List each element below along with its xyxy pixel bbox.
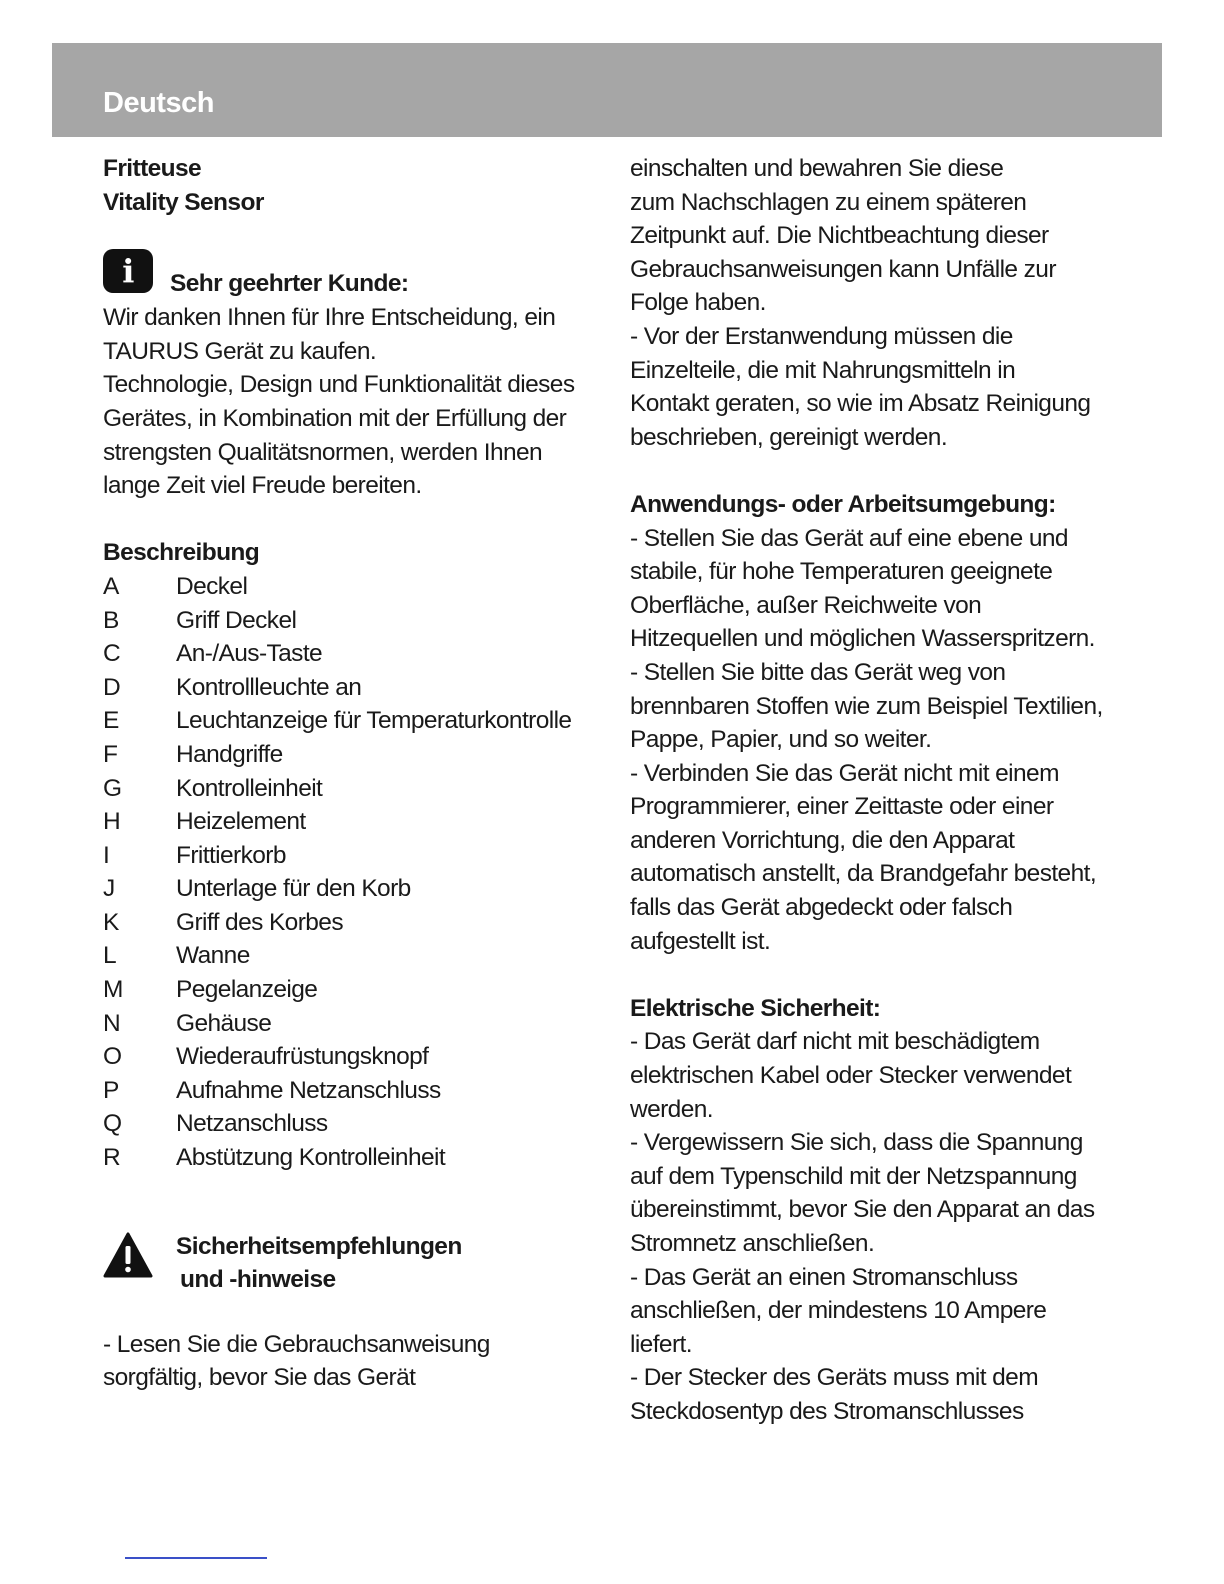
text-line: - Der Stecker des Geräts muss mit dem bbox=[630, 1364, 1039, 1392]
description-item: L Wanne bbox=[103, 942, 250, 970]
footer-rule bbox=[125, 1557, 267, 1559]
description-item: R Abstützung Kontrolleinheit bbox=[103, 1144, 446, 1172]
text-line: Zeitpunkt auf. Die Nichtbeachtung dieser bbox=[630, 222, 1049, 250]
left-column bbox=[103, 152, 603, 1395]
description-item: K Griff des Korbes bbox=[103, 908, 343, 936]
intro-line: Wir danken Ihnen für Ihre Entscheidung, ein bbox=[103, 304, 556, 332]
intro-line: Gerätes, in Kombination mit der Erfüllung der bbox=[103, 404, 567, 432]
text-line: einschalten und bewahren Sie diese bbox=[630, 155, 1004, 182]
text-line: elektrischen Kabel oder Stecker verwendet bbox=[630, 1062, 1072, 1090]
text-line: Gebrauchsanweisungen kann Unfälle zur bbox=[630, 255, 1056, 283]
text-line: übereinstimmt, bevor Sie den Apparat an das bbox=[630, 1196, 1095, 1224]
text-line: liefert. bbox=[630, 1330, 692, 1358]
language-title: Deutsch bbox=[103, 87, 214, 119]
text-line: - Stellen Sie das Gerät auf eine ebene und bbox=[630, 524, 1068, 552]
text-line: Pappe, Papier, und so weiter. bbox=[630, 726, 932, 754]
safety-heading bbox=[103, 1230, 603, 1294]
text-line: brennbaren Stoffen wie zum Beispiel Textilien, bbox=[630, 692, 1103, 720]
language-header-bar bbox=[52, 43, 1162, 137]
greeting-title: Sehr geehrter Kunde: bbox=[170, 270, 409, 298]
text-line: zum Nachschlagen zu einem späteren bbox=[630, 188, 1027, 216]
text-line: Hitzequellen und möglichen Wasserspritzern. bbox=[630, 625, 1095, 653]
text-line: - Vergewissern Sie sich, dass die Spannung bbox=[630, 1129, 1083, 1157]
description-item: E Leuchtanzeige für Temperaturkontrolle bbox=[103, 707, 572, 735]
description-item: M Pegelanzeige bbox=[103, 976, 318, 1004]
text-line: anschließen, der mindestens 10 Ampere bbox=[630, 1297, 1047, 1325]
right-column bbox=[630, 152, 1130, 1429]
text-line: - Das Gerät darf nicht mit beschädigtem bbox=[630, 1028, 1040, 1056]
intro-paragraph bbox=[103, 301, 603, 503]
text-line: - Das Gerät an einen Stromanschluss bbox=[630, 1263, 1018, 1291]
product-model: Vitality Sensor bbox=[103, 188, 264, 216]
description-title: Beschreibung bbox=[103, 539, 260, 567]
safety-intro bbox=[103, 1328, 603, 1395]
description-item: P Aufnahme Netzanschluss bbox=[103, 1076, 441, 1104]
electrical-paragraph bbox=[630, 1025, 1130, 1428]
description-item: Q Netzanschluss bbox=[103, 1110, 328, 1138]
description-item: C An-/Aus-Taste bbox=[103, 640, 323, 668]
intro-line: lange Zeit viel Freude bereiten. bbox=[103, 472, 422, 500]
description-item: H Heizelement bbox=[103, 808, 306, 836]
product-name: Fritteuse bbox=[103, 155, 202, 182]
safety-line: sorgfältig, bevor Sie das Gerät bbox=[103, 1364, 416, 1392]
text-line: Steckdosentyp des Stromanschlusses bbox=[630, 1397, 1024, 1425]
safety-line: - Lesen Sie die Gebrauchsanweisung bbox=[103, 1330, 490, 1358]
text-line: Einzelteile, die mit Nahrungsmitteln in bbox=[630, 356, 1016, 384]
text-line: automatisch anstellt, da Brandgefahr besteht, bbox=[630, 860, 1097, 888]
text-line: Oberfläche, außer Reichweite von bbox=[630, 591, 982, 619]
continued-paragraph bbox=[630, 152, 1130, 454]
warning-icon bbox=[103, 1232, 153, 1278]
text-line: auf dem Typenschild mit der Netzspannung bbox=[630, 1162, 1077, 1190]
text-line: - Vor der Erstanwendung müssen die bbox=[630, 322, 1013, 350]
description-list bbox=[103, 570, 603, 1175]
description-item: J Unterlage für den Korb bbox=[103, 875, 411, 903]
text-line: aufgestellt ist. bbox=[630, 927, 771, 955]
safety-subtitle: und -hinweise bbox=[180, 1265, 336, 1293]
greeting-heading bbox=[103, 249, 603, 301]
description-item: G Kontrolleinheit bbox=[103, 774, 323, 802]
text-line: Kontakt geraten, so wie im Absatz Reinigung bbox=[630, 390, 1091, 418]
intro-line: strengsten Qualitätsnormen, werden Ihnen bbox=[103, 438, 543, 466]
safety-title: Sicherheitsempfehlungen bbox=[176, 1232, 462, 1260]
text-line: Stromnetz anschließen. bbox=[630, 1230, 875, 1257]
environment-paragraph bbox=[630, 522, 1130, 959]
text-line: stabile, für hohe Temperaturen geeignete bbox=[630, 558, 1053, 586]
description-item: O Wiederaufrüstungsknopf bbox=[103, 1043, 429, 1071]
environment-title: Anwendungs- oder Arbeitsumgebung: bbox=[630, 490, 1056, 518]
description-item: B Griff Deckel bbox=[103, 606, 297, 634]
description-item: D Kontrollleuchte an bbox=[103, 673, 362, 701]
intro-line: Technologie, Design und Funktionalität dieses bbox=[103, 371, 575, 399]
description-item: I Frittierkorb bbox=[103, 841, 286, 869]
text-line: Programmierer, einer Zeittaste oder einer bbox=[630, 793, 1054, 821]
info-icon: i bbox=[103, 249, 153, 293]
text-line: falls das Gerät abgedeckt oder falsch bbox=[630, 894, 1013, 922]
text-line: werden. bbox=[630, 1095, 713, 1123]
description-item: N Gehäuse bbox=[103, 1009, 272, 1037]
text-line: anderen Vorrichtung, die den Apparat bbox=[630, 826, 1015, 854]
intro-line: TAURUS Gerät zu kaufen. bbox=[103, 337, 377, 365]
text-line: - Stellen Sie bitte das Gerät weg von bbox=[630, 658, 1006, 686]
description-item: A Deckel bbox=[103, 572, 248, 600]
description-item: F Handgriffe bbox=[103, 740, 283, 768]
text-line: beschrieben, gereinigt werden. bbox=[630, 423, 948, 451]
text-line: Folge haben. bbox=[630, 289, 766, 317]
text-line: - Verbinden Sie das Gerät nicht mit einem bbox=[630, 759, 1059, 787]
electrical-title: Elektrische Sicherheit: bbox=[630, 994, 881, 1022]
